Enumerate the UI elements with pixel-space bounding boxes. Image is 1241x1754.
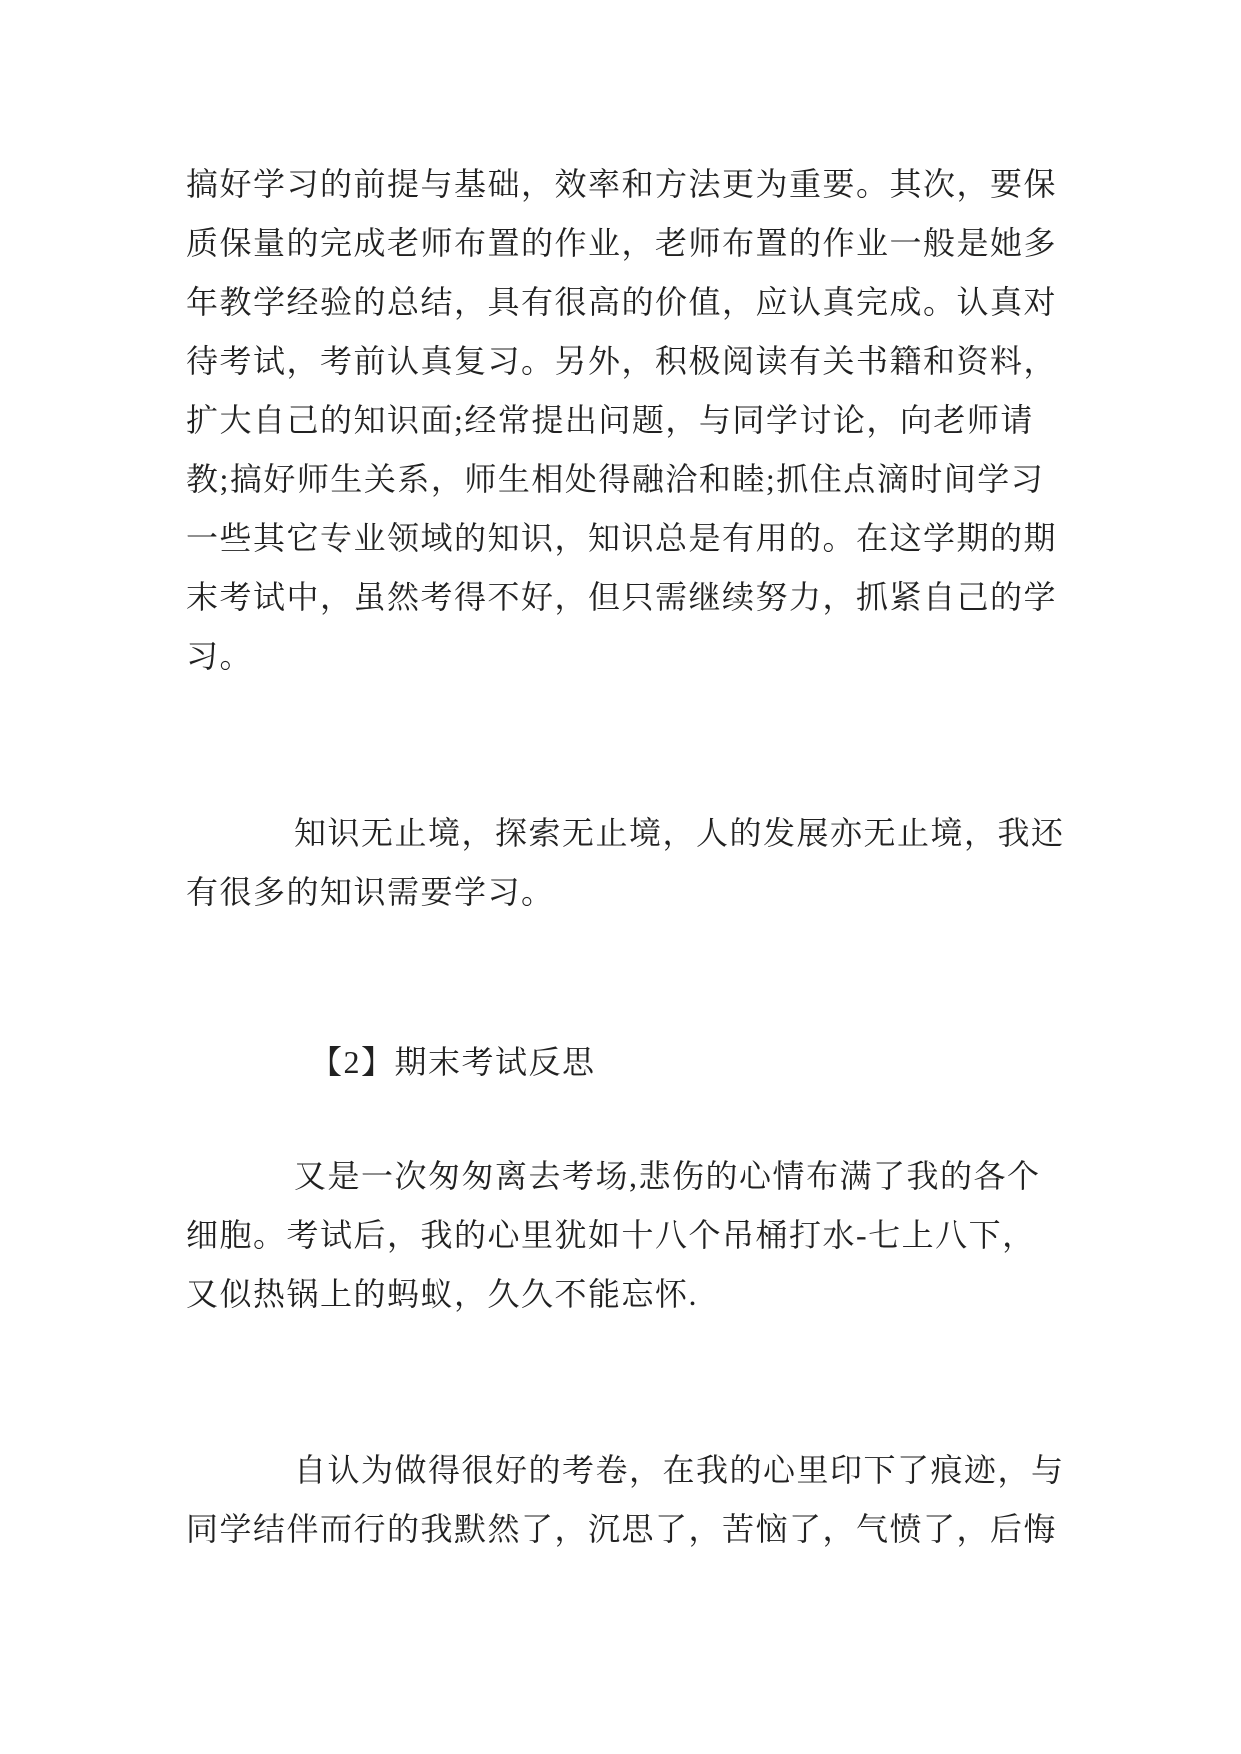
- paragraph-1: [186, 155, 1096, 686]
- section-heading-text: 【2】期末考试反思: [310, 1044, 596, 1080]
- text-line: 又似热锅上的蚂蚁，久久不能忘怀.: [186, 1276, 699, 1312]
- paragraph-2: [186, 804, 1096, 922]
- paragraph-4: [186, 1441, 1096, 1559]
- text-line: 质保量的完成老师布置的作业，老师布置的作业一般是她多: [186, 225, 1058, 261]
- paragraph-3: [186, 1147, 1096, 1324]
- text-line: 知识无止境，探索无止境，人的发展亦无止境，我还: [294, 815, 1065, 851]
- text-line: 年教学经验的总结，具有很高的价值，应认真完成。认真对: [186, 284, 1058, 320]
- text-line: 又是一次匆匆离去考场,悲伤的心情布满了我的各个: [294, 1158, 1041, 1194]
- text-line: 自认为做得很好的考卷，在我的心里印下了痕迹，与: [294, 1452, 1065, 1488]
- text-line: 末考试中，虽然考得不好，但只需继续努力，抓紧自己的学: [186, 579, 1058, 615]
- text-line: 教;搞好师生关系，师生相处得融洽和睦;抓住点滴时间学习: [186, 461, 1045, 497]
- section-heading: [186, 1033, 1096, 1092]
- text-line: 一些其它专业领域的知识，知识总是有用的。在这学期的期: [186, 520, 1058, 556]
- text-line: 有很多的知识需要学习。: [186, 874, 555, 910]
- text-line: 习。: [186, 638, 254, 674]
- text-line: 待考试，考前认真复习。另外，积极阅读有关书籍和资料，: [186, 343, 1058, 379]
- text-line: 同学结伴而行的我默然了，沉思了，苦恼了，气愤了，后悔: [186, 1511, 1058, 1547]
- text-line: 扩大自己的知识面;经常提出问题，与同学讨论，向老师请: [186, 402, 1034, 438]
- text-line: 细胞。考试后，我的心里犹如十八个吊桶打水-七上八下，: [186, 1217, 1036, 1253]
- text-line: 搞好学习的前提与基础，效率和方法更为重要。其次，要保: [186, 166, 1058, 202]
